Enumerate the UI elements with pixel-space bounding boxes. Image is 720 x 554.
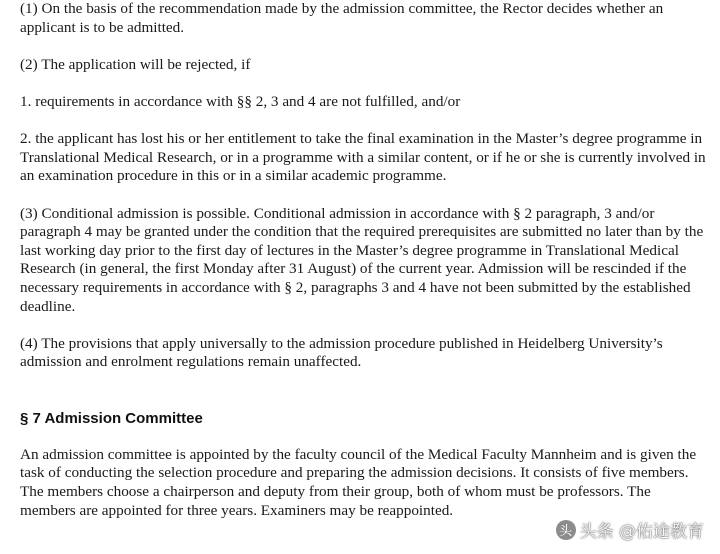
watermark-logo-icon: 头 xyxy=(556,520,576,540)
section-heading: § 7 Admission Committee xyxy=(20,409,203,427)
paragraph-2-item-2: 2. the applicant has lost his or her entitlement to take the final examination in the Master’s degree programme in Translational Medical Research, or in a programme with a similar content, or if he or she is currently involved in an examination procedure in this or in a similar academic programme. xyxy=(20,130,706,185)
paragraph-1: (1) On the basis of the recommendation made by the admission committee, the Rector decides whether an applicant is to be admitted. xyxy=(20,0,664,36)
committee-paragraph: An admission committee is appointed by the faculty council of the Medical Faculty Mannheim and is given the task of conducting the selection procedure and preparing the admission decisions. It consists of five members. The members choose a chairperson and deputy from their group, both of whom must be professors. The members are appointed for three years. Examiners may be reappointed. xyxy=(20,445,697,519)
watermark-text: 头条 @佑途教育 xyxy=(579,522,704,542)
paragraph-2-item-1: 1. requirements in accordance with §§ 2, 3 and 4 are not fulfilled, and/or xyxy=(20,92,461,110)
paragraph-2: (2) The application will be rejected, if xyxy=(20,55,251,73)
paragraph-4: (4) The provisions that apply universally to the admission procedure published in Heidelberg University’s admission and enrolment regulations remain unaffected. xyxy=(20,334,663,371)
document-body xyxy=(20,0,710,539)
paragraph-3: (3) Conditional admission is possible. Conditional admission in accordance with § 2 paragraph, 3 and/or paragraph 4 may be granted under the condition that the required prerequisites are submitted no later than by the last working day prior to the first day of lectures in the Master’s degree programme in Translational Medical Research (in general, the first Monday after 31 August) of the current year. Admission will be rescinded if the necessary requirements in accordance with § 2, paragraphs 3 and 4 have not been submitted by the established deadline. xyxy=(20,204,704,315)
watermark xyxy=(556,517,704,542)
